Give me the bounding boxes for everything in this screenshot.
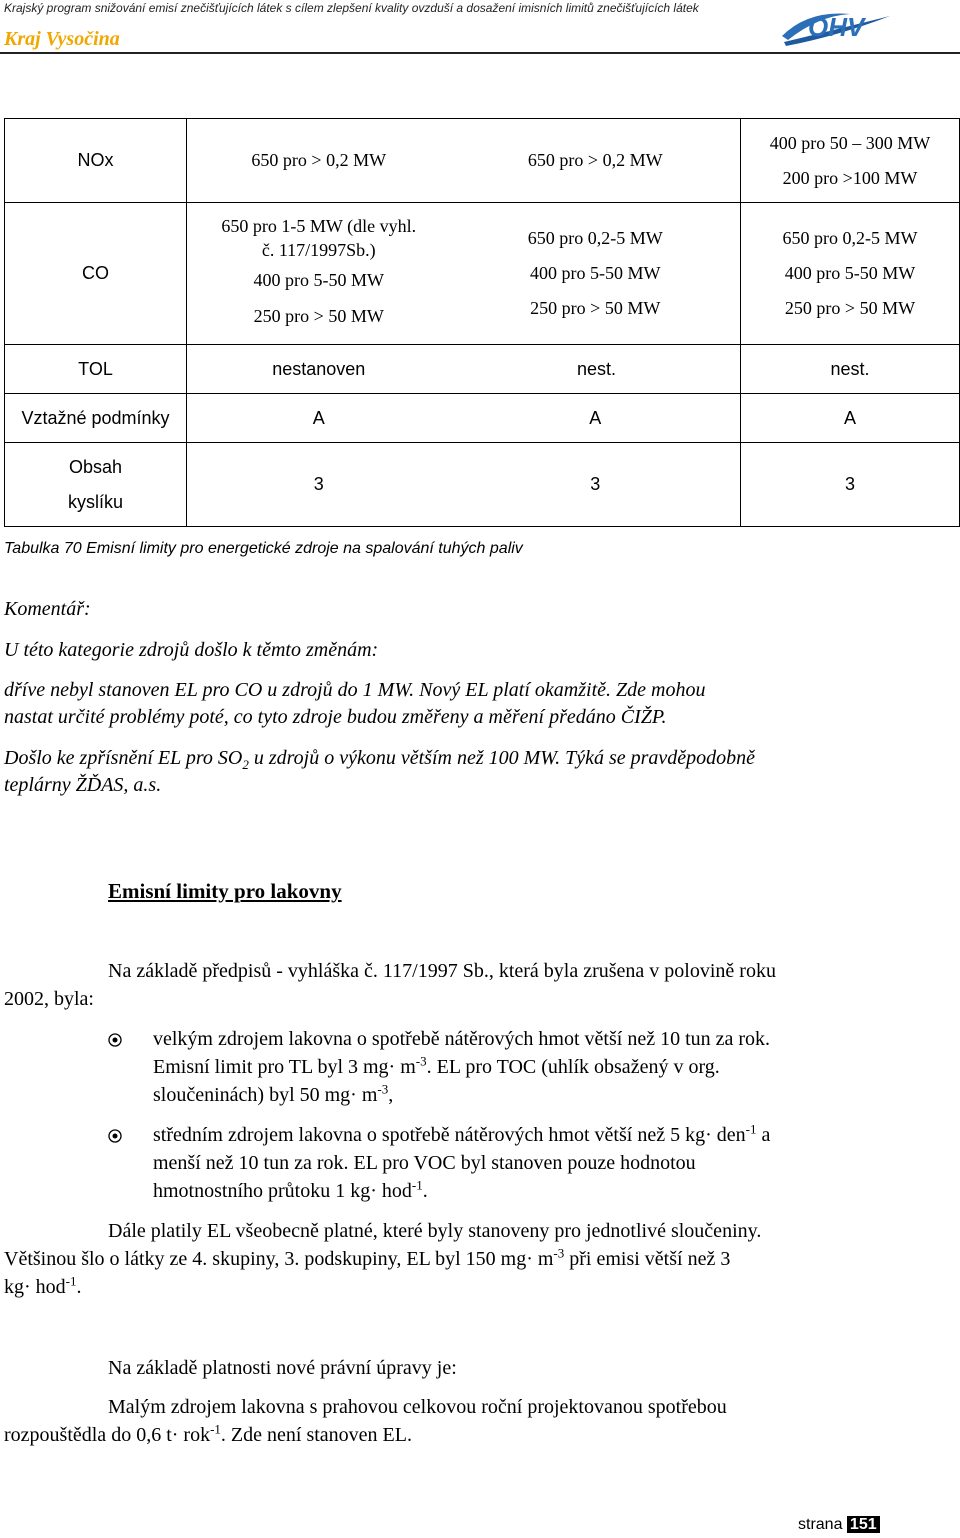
table-row-tol	[5, 345, 960, 394]
section-title: Emisní limity pro lakovny	[108, 879, 342, 903]
table-row-nox	[5, 119, 960, 203]
comment-line: dříve nebyl stanoven EL pro CO u zdrojů do 1 MW. Nový EL platí okamžitě. Zde mohou	[4, 679, 706, 701]
table-cell: 650 pro > 0,2 MW	[187, 119, 451, 203]
table-cell-param: NOx	[5, 119, 187, 203]
table-cell-param: TOL	[5, 345, 187, 394]
table-row-reference	[5, 394, 960, 443]
paragraph-line: Na základě předpisů - vyhláška č. 117/1997 Sb., která byla zrušena v polovině roku	[108, 960, 776, 982]
table-cell: A	[741, 394, 960, 443]
paragraph-line: Většinou šlo o látky ze 4. skupiny, 3. podskupiny, EL byl 150 $mg\cdot m^{-3}$ při emisi větší než 3	[4, 1245, 731, 1270]
table-cell: A	[451, 394, 741, 443]
comment-label: Komentář:	[4, 598, 91, 620]
table-cell: nestanoven	[187, 345, 451, 394]
table-caption: Tabulka 70 Emisní limity pro energetické zdroje na spalování tuhých paliv	[4, 540, 523, 557]
table-cell: 650 pro > 0,2 MW	[451, 119, 741, 203]
table-cell: 650 pro 0,2-5 MW 400 pro 5-50 MW 250 pro > 50 MW	[741, 203, 960, 345]
page-number: strana 151	[798, 1516, 880, 1534]
table-cell: 650 pro 1-5 MW (dle vyhl. č. 117/1997Sb.) 400 pro 5-50 MW 250 pro > 50 MW	[187, 203, 451, 345]
comment-line: teplárny ŽĎAS, a.s.	[4, 774, 162, 796]
table-cell: nest.	[741, 345, 960, 394]
paragraph-line: Dále platily EL všeobecně platné, které byly stanoveny pro jednotlivé sloučeniny.	[108, 1220, 762, 1242]
comment-line: Došlo ke zpřísnění EL pro $SO_2$ u zdrojů o výkonu větším než 100 MW. Týká se pravděpodobně	[4, 747, 756, 772]
table-row-oxygen	[5, 443, 960, 527]
circle-bullet-icon	[108, 1033, 122, 1047]
paragraph-line: 2002, byla:	[4, 988, 94, 1010]
table-cell-param: Obsah kyslíku	[5, 443, 187, 527]
header-divider	[0, 52, 960, 54]
table-cell: 650 pro 0,2-5 MW 400 pro 5-50 MW 250 pro > 50 MW	[451, 203, 741, 345]
comment-line: nastat určité problémy poté, co tyto zdroje budou změřeny a měření předáno ČIŽP.	[4, 706, 667, 728]
table-cell: 3	[741, 443, 960, 527]
paragraph-line: kg· hod$^{-1}$.	[4, 1273, 82, 1298]
table-cell: 3	[187, 443, 451, 527]
paragraph-line: rozpouštědla do 0,6 t· rok$^{-1}$. Zde není stanoven EL.	[4, 1421, 412, 1446]
region-title: Kraj Vysočina	[4, 28, 120, 50]
bullet-item: velkým zdrojem lakovna o spotřebě nátěrových hmot větší než 10 tun za rok. Emisní limit pro TL byl 3 $mg\cdot m^{-3}$. EL pro TOC (uhlík obsažený v org. sloučeninách) byl 50 $mg\cdot m^{-3}$,	[153, 1028, 771, 1106]
table-row-co	[5, 203, 960, 345]
paragraph-line: Na základě platnosti nové právní úpravy je:	[108, 1357, 457, 1379]
circle-bullet-icon	[108, 1129, 122, 1143]
table-cell: 3	[451, 443, 741, 527]
emission-limits-table	[4, 118, 960, 527]
paragraph-line: Malým zdrojem lakovna s prahovou celkovou roční projektovanou spotřebou	[108, 1396, 727, 1418]
table-cell-param: Vztažné podmínky	[5, 394, 187, 443]
table-cell: nest.	[451, 345, 741, 394]
table-cell: A	[187, 394, 451, 443]
bullet-item: středním zdrojem lakovna o spotřebě nátěrových hmot větší než 5 kg· den$^{-1}$ a menší než 10 tun za rok. EL pro VOC byl stanoven pouze hodnotou hmotnostního průtoku 1 kg· hod$^{-1}$.	[153, 1121, 771, 1202]
table-cell: 400 pro 50 – 300 MW 200 pro >100 MW	[741, 119, 960, 203]
header-program-title: Krajský program snižování emisí znečišťujících látek s cílem zlepšení kvality ovzduší a dosažení imisních limitů znečišťujících látek	[4, 1, 699, 15]
ohv-logo-icon	[778, 6, 896, 46]
table-cell-param: CO	[5, 203, 187, 345]
comment-line: U této kategorie zdrojů došlo k těmto změnám:	[4, 639, 379, 661]
svg-text:OHV: OHV	[808, 12, 865, 42]
